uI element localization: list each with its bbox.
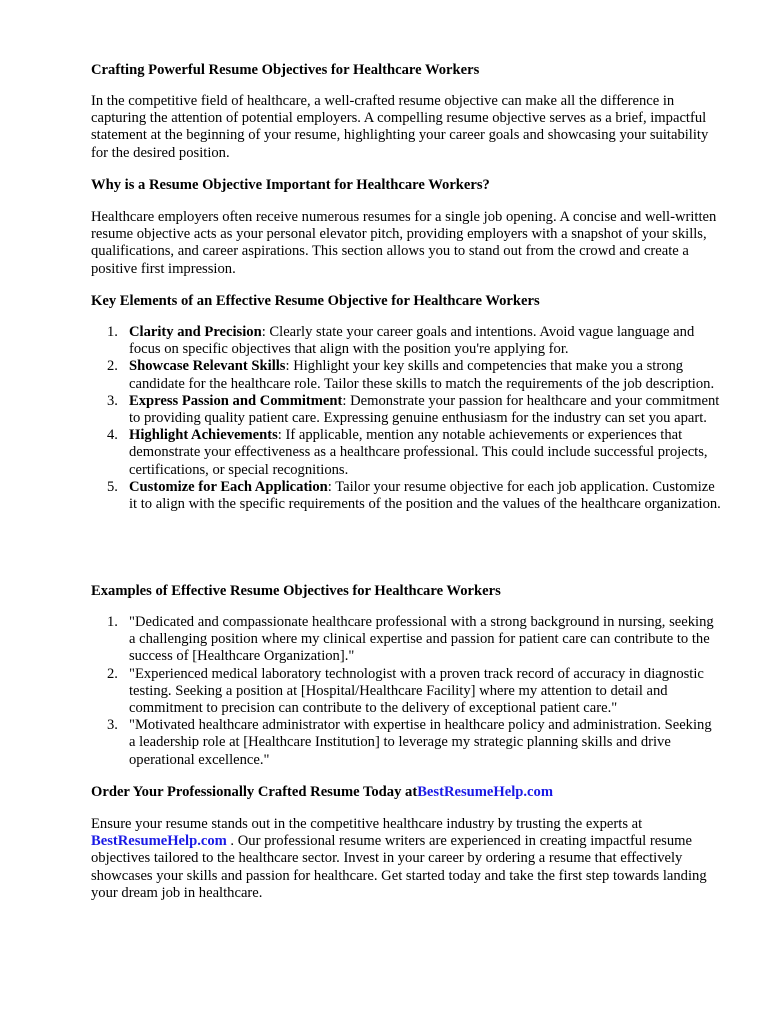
list-number: 3. — [107, 392, 118, 409]
list-item-text: If applicable, mention any notable achievements or experiences that demonstrate your effectiveness as a healthcare professional. This could include successful projects, certifications, or special recognitions. — [129, 427, 708, 478]
list-item-text: "Experienced medical laboratory technologist with a proven track record of accuracy in diagnostic testing. Seeking a position at [Hospital/Healthcare Facility] where my attention to detail and commitment to precision can contribute to the delivery of exceptional patient care." — [129, 665, 704, 717]
list-number: 3. — [107, 717, 118, 734]
list-item — [91, 717, 721, 769]
intro-paragraph: In the competitive field of healthcare, a well-crafted resume objective can make all the difference in capturing the attention of potential employers. A compelling resume objective serves as a brief, impactful statement at the beginning of your resume, highlighting your career goals and showcasing your suitability for the desired position. — [91, 93, 709, 161]
examples-list — [91, 614, 721, 769]
why-heading: Why is a Resume Objective Important for Healthcare Workers? — [91, 177, 490, 193]
why-paragraph: Healthcare employers often receive numerous resumes for a single job opening. A concise and well-written resume objective acts as your personal elevator pitch, providing employers with a snapshot of your skills, qualifications, and career aspirations. This section allows you to stand out from the crowd and create a positive first impression. — [91, 209, 717, 277]
list-item — [91, 324, 721, 358]
list-item-term: Express Passion and Commitment — [129, 392, 343, 409]
list-item-term: Showcase Relevant Skills — [129, 358, 286, 375]
list-item-term: Clarity and Precision — [129, 324, 262, 340]
list-item — [91, 666, 721, 718]
order-heading-text: Order Your Professionally Crafted Resume Today at — [91, 784, 418, 800]
list-item-text: Highlight your key skills and competencies that make you a strong candidate for the healthcare role. Tailor these skills to match the requirements of the job description. — [129, 358, 715, 392]
list-item-separator: : — [277, 427, 282, 444]
key-elements-heading: Key Elements of an Effective Resume Objective for Healthcare Workers — [91, 293, 540, 309]
list-item — [91, 479, 721, 513]
list-item-term: Customize for Each Application — [129, 478, 328, 495]
list-item-separator: : — [327, 478, 332, 495]
list-item-separator: : — [285, 358, 290, 375]
list-item — [91, 427, 721, 479]
list-number: 4. — [107, 427, 118, 444]
order-text-before: Ensure your resume stands out in the competitive healthcare industry by trusting the experts at — [91, 816, 643, 832]
list-number: 1. — [107, 324, 118, 340]
list-item — [91, 614, 721, 666]
list-item-term: Highlight Achievements — [129, 427, 278, 444]
order-text-after: . Our professional resume writers are experienced in creating impactful resume objectives tailored to the healthcare sector. Invest in your career by ordering a resume that effectively showcases your skills and passion for healthcare. Get started today and take the first step towards landing your dream job in healthcare. — [91, 833, 707, 901]
list-number: 1. — [107, 614, 118, 630]
examples-heading: Examples of Effective Resume Objectives for Healthcare Workers — [91, 583, 501, 599]
list-number: 2. — [107, 358, 118, 375]
list-item-text: Demonstrate your passion for healthcare and your commitment to providing quality patient care. Expressing genuine enthusiasm for the industry can set you apart. — [129, 392, 720, 427]
list-item-separator: : — [261, 324, 266, 340]
order-body-link[interactable]: BestResumeHelp.com — [91, 833, 227, 850]
order-heading — [91, 784, 721, 801]
list-item — [91, 358, 721, 392]
list-item — [91, 393, 721, 427]
list-item-separator: : — [342, 392, 347, 409]
list-item-text: "Motivated healthcare administrator with expertise in healthcare policy and administration. Seeking a leadership role at [Healthcare Institution] to leverage my strategic planning skills and drive operational excellence." — [129, 717, 712, 768]
list-item-text: "Dedicated and compassionate healthcare professional with a strong background in nursing, seeking a challenging position where my clinical expertise and passion for patient care can contribute to the success of [Healthcare Organization]." — [129, 614, 714, 665]
list-item-text: Tailor your resume objective for each job application. Customize it to align with the specific requirements of the position and the values of the healthcare organization. — [129, 478, 721, 513]
document-title: Crafting Powerful Resume Objectives for Healthcare Workers — [91, 62, 480, 78]
order-heading-link[interactable]: BestResumeHelp.com — [417, 784, 553, 800]
list-number: 5. — [107, 478, 118, 495]
order-paragraph — [91, 816, 721, 902]
key-elements-list — [91, 324, 721, 513]
list-number: 2. — [107, 665, 118, 682]
list-item-text: Clearly state your career goals and intentions. Avoid vague language and focus on specific objectives that align with the position you're applying for. — [129, 324, 695, 358]
